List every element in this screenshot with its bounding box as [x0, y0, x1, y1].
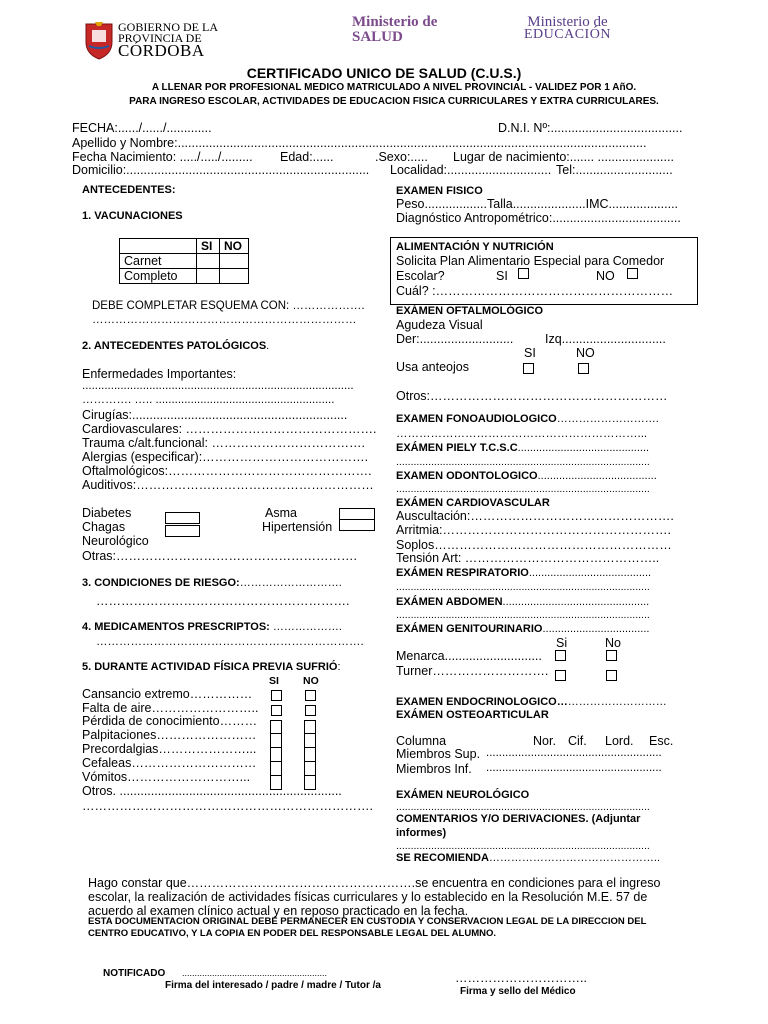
recomienda-dots[interactable]: ………………………………………..	[488, 852, 661, 864]
enfermedades-label: Enfermedades Importantes:	[82, 367, 237, 381]
medicamentos-label: 4. MEDICAMENTOS PRESCRIPTOS:	[82, 621, 270, 633]
riesgo-heading	[82, 577, 342, 589]
escolar-label: Escolar?	[396, 269, 445, 283]
hipertension-label: Hipertensión	[262, 520, 333, 534]
custodia-line1: ESTA DOCUMENTACION ORIGINAL DEBE PERMANECER EN CUSTODIA Y CONSERVACION LEGAL DE LA DIRECCION DEL	[88, 916, 647, 927]
anteojos-no-checkbox[interactable]	[578, 363, 589, 374]
comentarios-heading-1: COMENTARIOS Y/O DERIVACIONES. (Adjuntar	[396, 813, 641, 825]
notificado-signature-line[interactable]: ..........................................................	[182, 968, 328, 978]
anteojos-label: Usa anteojos	[396, 360, 469, 374]
solicita-plan-text: Solicita Plan Alimentario Especial para Comedor	[396, 254, 665, 268]
miembros-inf-label: Miembros Inf.	[396, 762, 472, 776]
izq-field[interactable]: Izq..............................	[545, 332, 666, 346]
actividad-colon: :	[337, 661, 341, 673]
riesgo-label: 3. CONDICIONES DE RIESGO:	[82, 577, 240, 589]
firma-medico-label: Firma y sello del Médico	[460, 986, 576, 997]
der-field[interactable]: Der:...........................	[396, 332, 514, 346]
hago-constar-line3: acuerdo al examen clínico actual y en reposo practicado en la fecha.	[88, 904, 469, 918]
cansancio-si-checkbox[interactable]	[271, 690, 282, 701]
domicilio-field[interactable]: Domicilio:......................................................................	[72, 163, 370, 177]
comentarios-heading-2: informes)	[396, 827, 447, 839]
auditivos-field[interactable]: Auditivos:…………………………………………………	[82, 478, 374, 492]
genito-heading	[396, 623, 649, 635]
vac-carnet-label: Carnet	[120, 254, 197, 269]
genito-si-label: Si	[556, 636, 568, 650]
vac-completo-no-cell[interactable]	[220, 269, 249, 284]
falta-aire-label: Falta de aire……………………..	[82, 701, 259, 715]
diabetes-label: Diabetes	[82, 506, 132, 520]
table-row	[120, 269, 249, 284]
otros-sintomas-line[interactable]: …………………………………………………………….	[82, 799, 373, 813]
endocrino-label: EXAMEN ENDOCRINOLOGICO…	[396, 696, 568, 708]
subtitle-2: PARA INGRESO ESCOLAR, ACTIVIDADES DE EDUCACION FISICA CURRICULARES Y EXTRA CURRICULARES.	[129, 96, 659, 107]
respiratorio-dots[interactable]: ........................................	[528, 567, 652, 579]
oftalmologico-si-label: SI	[524, 346, 536, 360]
lugar-nacimiento-field[interactable]: Lugar de nacimiento:....... ......................	[453, 150, 674, 164]
medicamentos-line[interactable]: …………………………………………………………….	[96, 636, 364, 648]
alimentacion-heading: ALIMENTACIÓN Y NUTRICIÓN	[396, 241, 554, 253]
precordalgias-label: Precordalgias…………………...	[82, 742, 257, 756]
chagas-neurologico-checkbox[interactable]	[165, 525, 200, 537]
edu-line2: EDUCACIÓN	[524, 27, 611, 42]
col-esc[interactable]: Esc.	[649, 734, 674, 748]
col-lord[interactable]: Lord.	[605, 734, 634, 748]
fono-line[interactable]: ………………………………………………………...	[396, 428, 648, 440]
vac-si-header: SI	[197, 239, 220, 254]
anteojos-si-checkbox[interactable]	[523, 363, 534, 374]
turner-field[interactable]: Turner……………………….	[396, 664, 549, 678]
genito-label: EXÁMEN GENITOURINARIO	[396, 623, 543, 635]
salud-line1: Ministerio de	[352, 14, 438, 30]
symptoms-no-checkbox-column[interactable]	[304, 720, 316, 790]
respiratorio-label: EXÁMEN RESPIRATORIO	[396, 567, 529, 579]
alergias-field[interactable]: Alergias (especificar):………………………………….	[82, 450, 369, 464]
oftalmologico-otros-field[interactable]: Otros:…………………………………………………	[396, 389, 668, 403]
alimentacion-si-label: SI	[496, 269, 508, 283]
cirugias-field[interactable]: Cirugías:..............................................................	[82, 408, 348, 422]
patologicos-label: 2. ANTECEDENTES PATOLÓGICOS	[82, 340, 267, 352]
actividad-heading	[82, 661, 341, 673]
dni-field[interactable]: D.N.I. Nº:......................................	[498, 121, 683, 135]
patologicos-heading	[82, 340, 269, 352]
odonto-line[interactable]: .......................................................................................	[396, 483, 650, 495]
hago-constar-line2: escolar, la realización de actividades físicas curriculares y lo establecido en la Resolución M.E. 57 de	[88, 890, 648, 904]
salud-line2: SALUD	[352, 29, 403, 45]
firma-interesado-label: Firma del interesado / padre / madre / Tutor /a	[165, 980, 381, 991]
comentarios-line[interactable]: .......................................................................................	[396, 840, 650, 852]
agudeza-label: Agudeza Visual	[396, 318, 483, 332]
vomitos-label: Vómitos………………………...	[82, 770, 251, 784]
miembros-sup-label: Miembros Sup.	[396, 747, 481, 761]
abdomen-label: EXÁMEN ABDOMEN	[396, 596, 503, 608]
arritmia-field[interactable]: Arritmia:……………………………………………….	[396, 523, 671, 537]
cordoba-line2: PROVINCIA DE	[118, 31, 202, 45]
cordoba-line3: CÓRDOBA	[118, 41, 205, 60]
vacunaciones-heading: 1. VACUNACIONES	[82, 210, 183, 222]
columna-label: Columna	[396, 734, 447, 748]
sexo-field[interactable]: .Sexo:.....	[375, 150, 428, 164]
tel-field[interactable]: Tel:............................	[556, 163, 673, 177]
col-nor[interactable]: Nor.	[533, 734, 556, 748]
custodia-line2: CENTRO EDUCATIVO, Y LA COPIA EN PODER DEL RESPONSABLE LEGAL DEL ALUMNO.	[88, 928, 497, 939]
odonto-heading	[396, 470, 657, 482]
cansancio-no-checkbox[interactable]	[305, 690, 316, 701]
recomienda-label: SE RECOMIENDA	[396, 852, 489, 864]
vac-carnet-no-cell[interactable]	[220, 254, 249, 269]
tension-field[interactable]: Tensión Art: ………………………………………..	[396, 551, 660, 565]
perdida-label: Pérdida de conocimiento………	[82, 714, 258, 728]
page-title: CERTIFICADO UNICO DE SALUD (C.U.S.)	[246, 65, 522, 81]
abdomen-line[interactable]: .......................................................................................	[396, 609, 650, 621]
vac-completo-si-cell[interactable]	[197, 269, 220, 284]
palpitaciones-label: Palpitaciones……………………	[82, 728, 257, 742]
neurologico-label: Neurológico	[82, 534, 149, 548]
oftalmologico-heading: EXÁMEN OFTALMOLÓGICO	[396, 305, 544, 317]
asma-label: Asma	[265, 506, 297, 520]
piel-line[interactable]: .......................................................................................	[396, 456, 650, 468]
actividad-no-header: NO	[303, 675, 319, 687]
medicamentos-heading	[82, 621, 342, 633]
genito-no-label: No	[605, 636, 621, 650]
enfermedades-line1[interactable]: .....................................................................................	[82, 380, 354, 392]
vacunaciones-table	[119, 238, 249, 284]
endocrino-heading	[396, 696, 667, 708]
patologicos-dot: .	[266, 340, 270, 352]
symptoms-si-checkbox-column[interactable]	[270, 720, 282, 790]
medico-signature-line[interactable]: …………………………..	[455, 971, 587, 985]
riesgo-dots[interactable]: ……………………….	[239, 577, 342, 589]
turner-si-checkbox[interactable]	[555, 670, 566, 681]
diabetes-chagas-checkbox[interactable]	[165, 512, 200, 524]
examen-fisico-heading: EXAMEN FISICO	[396, 185, 483, 197]
hago-constar-line1: Hago constar que……………………………………………….se encuentra en condiciones para el ingreso	[88, 876, 661, 890]
cual-field[interactable]: Cuál? :…………………………………………………	[396, 284, 674, 298]
actividad-si-header: SI	[269, 675, 279, 687]
menarca-field[interactable]: Menarca............................	[396, 649, 542, 663]
trauma-field[interactable]: Trauma c/alt.funcional: ……………………………….	[82, 436, 365, 450]
diagnostico-field[interactable]: Diagnóstico Antropométrico:.....................................	[396, 211, 681, 225]
medicamentos-dots[interactable]: ……………….	[269, 621, 342, 633]
auscultacion-field[interactable]: Auscultación:………………………………………….	[396, 509, 674, 523]
otros-sintomas-field[interactable]: Otros. ................................................................	[82, 784, 342, 798]
neuro-heading: EXÁMEN NEUROLÓGICO	[396, 789, 530, 801]
piel-dots[interactable]: ...........................................	[517, 442, 650, 454]
falta-aire-no-checkbox[interactable]	[305, 705, 316, 716]
cardiovasculares-field[interactable]: Cardiovasculares: ……………………………………….	[82, 422, 377, 436]
respiratorio-line[interactable]: .......................................................................................	[396, 581, 650, 593]
table-row	[120, 254, 249, 269]
chagas-label: Chagas	[82, 520, 126, 534]
vac-completo-label: Completo	[120, 269, 197, 284]
localidad-field[interactable]: Localidad:..............................	[390, 163, 552, 177]
apellido-field[interactable]: Apellido y Nombre:.......................................................................................................................................	[72, 136, 647, 150]
antecedentes-heading: ANTECEDENTES:	[82, 184, 176, 196]
alimentacion-no-label: NO	[596, 269, 615, 283]
abdomen-dots[interactable]: ................................................	[502, 596, 650, 608]
menarca-si-checkbox[interactable]	[555, 650, 566, 661]
oftalmologicos-field[interactable]: Oftalmológicos:………………………………………….	[82, 464, 372, 478]
piel-label: EXÁMEN PIELY T.C.S.C	[396, 442, 518, 454]
alimentacion-no-checkbox[interactable]	[627, 268, 638, 279]
osteo-heading: EXÁMEN OSTEOARTICULAR	[396, 709, 549, 721]
vac-no-header: NO	[220, 239, 249, 254]
otras-field[interactable]: Otras:………………………………………………….	[82, 549, 358, 563]
cordoba-line1: GOBIERNO DE LA	[118, 20, 218, 34]
fono-dots[interactable]: ……………………….	[556, 413, 659, 425]
esquema-line1[interactable]: DEBE COMPLETAR ESQUEMA CON: ……………….	[92, 300, 365, 312]
col-cif[interactable]: Cif.	[568, 734, 587, 748]
fecha-field[interactable]: FECHA:....../....../.............	[72, 121, 212, 135]
soplos-field[interactable]: Soplos…………………………………………………	[396, 538, 672, 552]
alimentacion-si-checkbox[interactable]	[518, 268, 529, 279]
recomienda-heading	[396, 852, 660, 864]
vac-carnet-si-cell[interactable]	[197, 254, 220, 269]
abdomen-heading	[396, 596, 649, 608]
cansancio-label: Cansancio extremo……………	[82, 687, 253, 701]
menarca-no-checkbox[interactable]	[606, 650, 617, 661]
actividad-label: 5. DURANTE ACTIVIDAD FÍSICA PREVIA SUFRIÓ	[82, 661, 338, 673]
enfermedades-line2[interactable]: …………. ….. ........................................................	[82, 394, 335, 406]
miembros-sup-field[interactable]: .......................................................	[486, 747, 662, 759]
edad-field[interactable]: Edad:......	[280, 150, 334, 164]
fono-heading	[396, 413, 659, 425]
miembros-inf-field[interactable]: .......................................................	[486, 762, 662, 774]
fono-label: EXAMEN FONOAUDIOLOGICO	[396, 413, 557, 425]
ministerio-educacion-logo	[524, 14, 611, 43]
fecha-nacimiento-field[interactable]: Fecha Nacimiento: ...../...../.........	[72, 150, 253, 164]
cordoba-logo	[84, 20, 218, 62]
odonto-dots[interactable]: .......................................	[537, 470, 657, 482]
genito-dots[interactable]: ...................................	[542, 623, 650, 635]
cordoba-shield-icon	[84, 20, 114, 60]
notificado-label: NOTIFICADO	[103, 968, 166, 979]
subtitle-1: A LLENAR POR PROFESIONAL MEDICO MATRICULADO A NIVEL PROVINCIAL - VALIDEZ POR 1 AñO.	[151, 82, 637, 93]
peso-talla-imc-field[interactable]: Peso..................Talla.....................IMC....................	[396, 197, 679, 211]
oftalmologico-no-label: NO	[576, 346, 595, 360]
esquema-line2[interactable]: ……………………………………………………………	[92, 314, 357, 326]
edu-line1: Ministerio de	[527, 14, 608, 30]
odonto-label: EXAMEN ODONTOLOGICO	[396, 470, 538, 482]
falta-aire-si-checkbox[interactable]	[271, 705, 282, 716]
hipertension-checkbox[interactable]	[339, 519, 375, 531]
neuro-line[interactable]: .......................................................................................	[396, 801, 650, 813]
ministerio-salud-logo	[352, 14, 437, 46]
cefaleas-label: Cefaleas…………………………	[82, 756, 257, 770]
endocrino-dots[interactable]: ………………………	[567, 696, 667, 708]
turner-no-checkbox[interactable]	[606, 670, 617, 681]
cardiovascular-heading: EXÁMEN CARDIOVASCULAR	[396, 497, 550, 509]
respiratorio-heading	[396, 567, 651, 579]
piel-heading	[396, 442, 649, 454]
riesgo-line[interactable]: …………………………………………………….	[96, 594, 350, 608]
